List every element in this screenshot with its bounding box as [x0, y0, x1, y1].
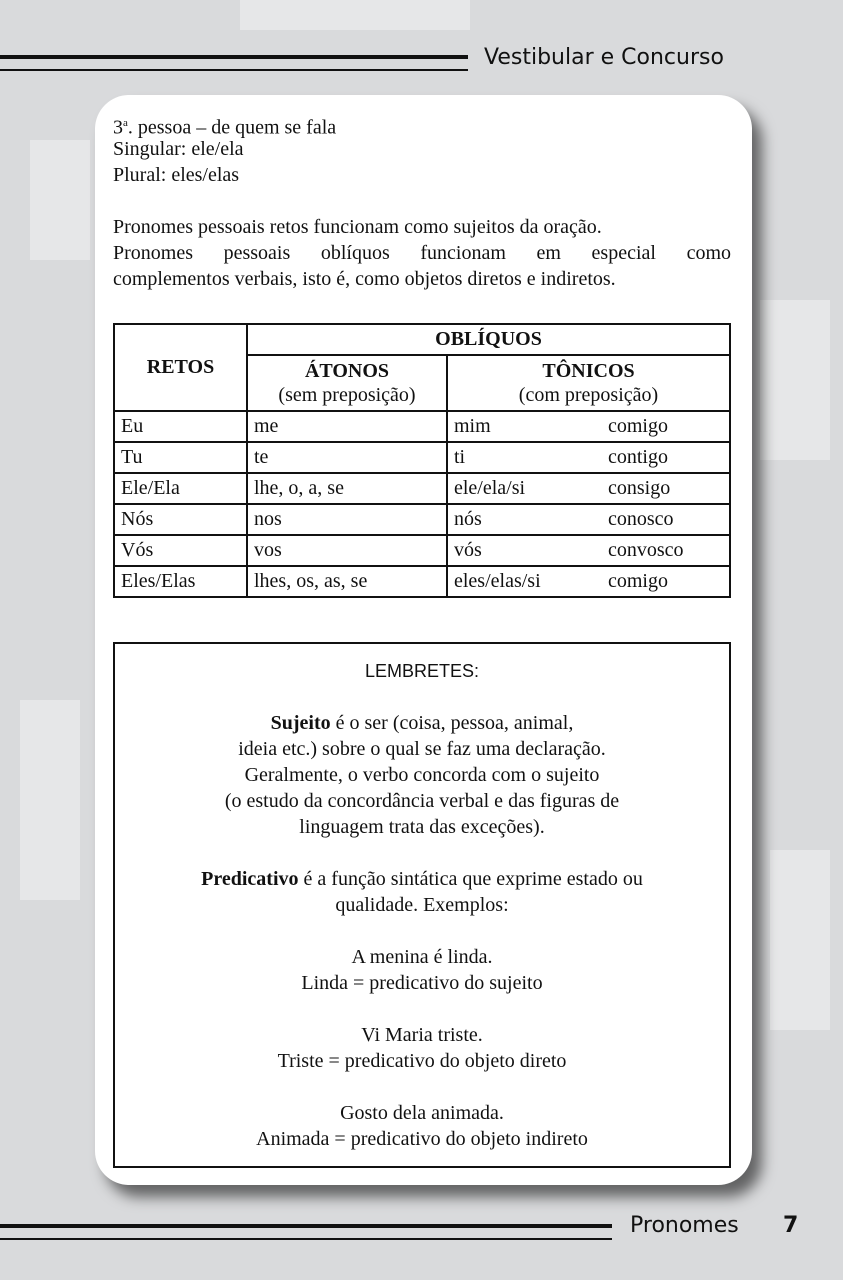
header-retos: RETOS [114, 324, 247, 411]
cell-tonico-simple: vós [454, 539, 482, 561]
cell-reto: Nós [114, 504, 247, 535]
cell-atono: lhe, o, a, se [247, 473, 447, 504]
lembretes-title: LEMBRETES: [364, 661, 480, 681]
cell-atono: vos [247, 535, 447, 566]
header-tonicos: TÔNICOS (com preposição) [447, 355, 730, 411]
cell-tonico [447, 442, 730, 473]
cell-reto: Tu [114, 442, 247, 473]
footer-rule [0, 1224, 612, 1240]
cell-tonico [447, 504, 730, 535]
table-row [114, 504, 730, 535]
cell-tonico [447, 535, 730, 566]
cell-tonico-com: convosco [608, 539, 684, 561]
bg-square [30, 140, 90, 260]
header-obliquos: OBLÍQUOS [247, 324, 730, 355]
cell-tonico-simple: nós [454, 508, 482, 530]
predicativo-def: Predicativo é a função sintática que exprime estado ou qualidade. Exemplos: [201, 868, 643, 916]
paragraph-line: complementos verbais, isto é, como objetos diretos e indiretos. [113, 268, 616, 290]
header-rule [0, 55, 468, 71]
page-number: 7 [783, 1213, 799, 1238]
table-row [114, 535, 730, 566]
example: Gosto dela animada. Animada = predicativo do objeto indireto [256, 1102, 588, 1150]
cell-reto: Eles/Elas [114, 566, 247, 597]
cell-atono: lhes, os, as, se [247, 566, 447, 597]
footer-section: Pronomes [630, 1213, 739, 1238]
table-row [114, 411, 730, 442]
cell-tonico-simple: mim [454, 415, 491, 437]
sujeito-def: Sujeito é o ser (coisa, pessoa, animal, ideia etc.) sobre o qual se faz uma declaração. Geralmente, o verbo concorda com o sujeito (o estudo da concordância verbal e das figuras de linguagem trata das exceções). [224, 712, 620, 838]
cell-tonico [447, 411, 730, 442]
cell-tonico-simple: ele/ela/si [454, 477, 526, 499]
lembretes-box [113, 642, 731, 1168]
cell-tonico-com: comigo [608, 415, 668, 437]
cell-atono: me [247, 411, 447, 442]
cell-reto: Vós [114, 535, 247, 566]
header-atonos: ÁTONOS (sem preposição) [247, 355, 447, 411]
cell-tonico-com: consigo [608, 477, 671, 499]
intro-singular: Singular: ele/ela [113, 138, 244, 160]
cell-reto: Ele/Ela [114, 473, 247, 504]
cell-atono: nos [247, 504, 447, 535]
header-title: Vestibular e Concurso [484, 45, 724, 70]
example: Vi Maria triste. Triste = predicativo do objeto direto [277, 1024, 567, 1072]
cell-tonico-com: contigo [608, 446, 668, 468]
bg-square [20, 700, 80, 900]
cell-tonico-simple: ti [454, 446, 466, 468]
cell-tonico-simple: eles/elas/si [454, 570, 541, 592]
paragraph-line: Pronomes pessoais oblíquos funcionam em especial como [113, 242, 731, 264]
cell-tonico-com: comigo [608, 570, 668, 592]
cell-tonico [447, 566, 730, 597]
intro-person: 3$^a$. pessoa – de quem se fala [113, 116, 337, 139]
table-row [114, 442, 730, 473]
paragraph-line: Pronomes pessoais retos funcionam como sujeitos da oração. [113, 216, 602, 238]
example: A menina é linda. Linda = predicativo do sujeito [301, 946, 543, 994]
table-row [114, 566, 730, 597]
cell-atono: te [247, 442, 447, 473]
bg-square [770, 850, 830, 1030]
table-row [114, 473, 730, 504]
cell-reto: Eu [114, 411, 247, 442]
cell-tonico [447, 473, 730, 504]
pronoun-table [113, 323, 731, 598]
bg-square [760, 300, 830, 460]
bg-square [240, 0, 470, 30]
intro-plural: Plural: eles/elas [113, 164, 240, 186]
cell-tonico-com: conosco [608, 508, 674, 530]
